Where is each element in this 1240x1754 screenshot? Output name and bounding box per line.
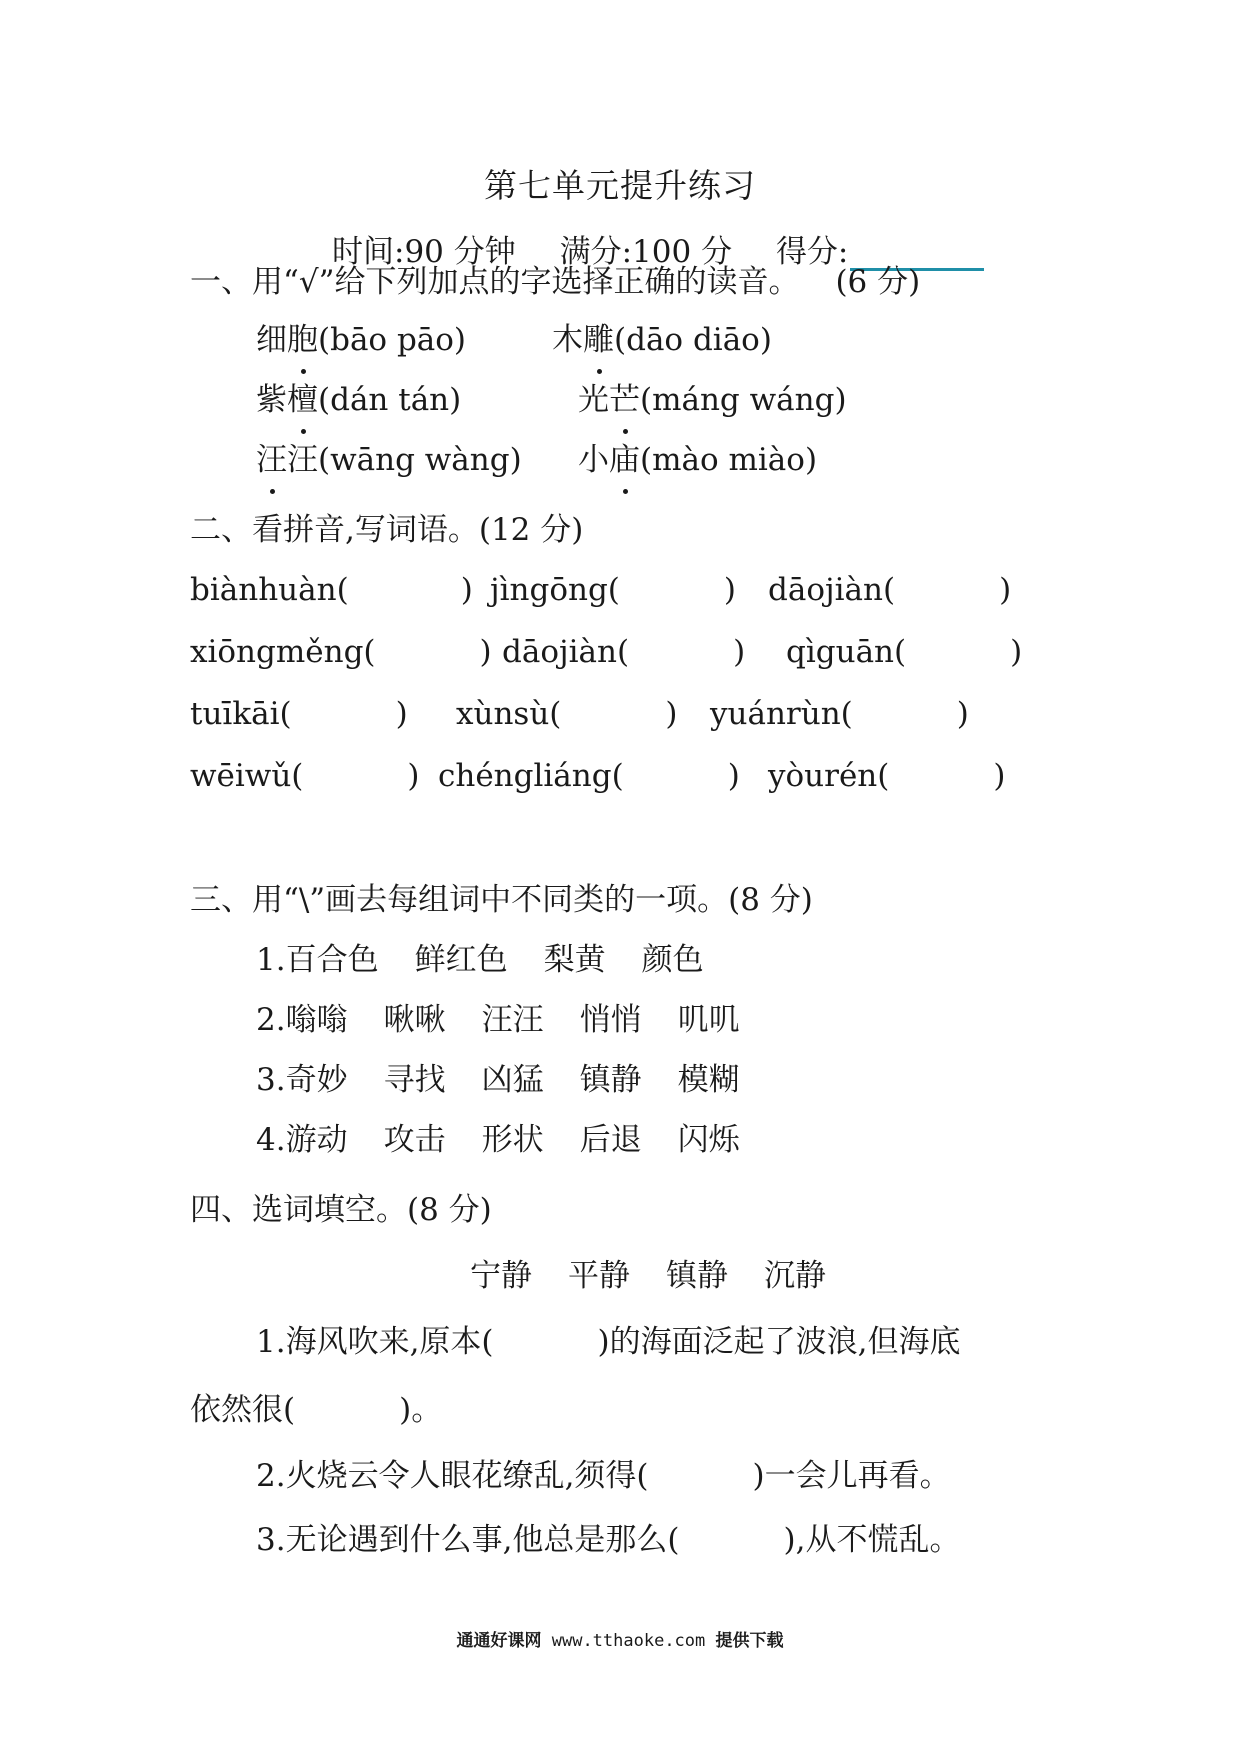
group-word[interactable]: 奇妙 [285,1062,348,1098]
item-char: 小 [578,442,609,478]
group-word[interactable]: 梨黄 [543,942,606,978]
section-3-heading: 三、用“\”画去每组词中不同类的一项。(8 分) [190,882,813,918]
word-prompt[interactable] [768,756,1005,796]
fill-question-1 [256,1322,960,1362]
pinyin-prompt: xiōngměng( [190,634,376,670]
close-paren: ) [1010,634,1023,670]
word-choices [470,1256,826,1296]
dotted-char: 庙 [609,442,640,478]
question-text: 3.无论遇到什么事,他总是那么( [256,1522,680,1558]
choice-word: 镇静 [666,1258,728,1294]
word-prompt[interactable] [190,570,473,610]
pinyin-prompt: chéngliáng( [438,758,624,794]
group-number: 3. [256,1062,286,1098]
fill-question-1-cont [190,1390,442,1430]
dotted-char: 胞 [287,322,318,358]
section-2-heading: 二、看拼音,写词语。(12 分) [190,512,584,548]
pinyin-prompt: wēiwǔ( [190,758,304,794]
word-prompt[interactable] [190,632,492,672]
word-prompt[interactable] [190,756,420,796]
pinyin-prompt: xùnsù( [456,696,562,732]
pinyin-prompt: yòurén( [768,758,890,794]
group-word[interactable]: 悄悄 [579,1002,642,1038]
question-text: )的海面泛起了波浪,但海底 [597,1324,961,1360]
close-paren: ) [665,696,678,732]
section-1-heading [190,262,920,302]
choice-word: 沉静 [764,1258,826,1294]
word-group-2 [256,1000,740,1040]
group-word[interactable]: 寻找 [383,1062,446,1098]
group-number: 2. [256,1002,286,1038]
word-group-1 [256,940,704,980]
group-word[interactable]: 游动 [285,1122,348,1158]
full-score: 满分:100 分 [559,234,733,270]
fill-question-2 [256,1456,951,1496]
dotted-char: 芒 [609,382,640,418]
word-prompt[interactable] [768,570,1011,610]
question-text: 2.火烧云令人眼花缭乱,须得( [256,1458,649,1494]
group-number: 1. [256,942,286,978]
group-word[interactable]: 攻击 [383,1122,446,1158]
item-char: 细 [256,322,287,358]
question-text: )。 [399,1392,443,1428]
pinyin-prompt: tuīkāi( [190,696,292,732]
close-paren: ) [733,634,746,670]
item-char: 紫 [256,382,287,418]
pinyin-item-1[interactable] [256,320,466,360]
group-word[interactable]: 嗡嗡 [285,1002,348,1038]
footer-tail: 提供下载 [715,1631,784,1651]
pinyin-prompt: biànhuàn( [190,572,349,608]
choice-word: 平静 [568,1258,630,1294]
pinyin-prompt: qìguān( [786,634,907,670]
item-char: 木 [552,322,583,358]
word-group-3 [256,1060,740,1100]
close-paren: ) [727,758,740,794]
close-paren: ) [956,696,969,732]
item-char: 光 [578,382,609,418]
word-prompt[interactable] [786,632,1022,672]
pinyin-prompt: dāojiàn( [502,634,630,670]
group-word[interactable]: 模糊 [677,1062,740,1098]
question-text: )一会儿再看。 [752,1458,951,1494]
question-text: 1.海风吹来,原本( [256,1324,494,1360]
pinyin-item-2[interactable] [552,320,772,360]
word-prompt[interactable] [502,632,745,672]
close-paren: ) [460,572,473,608]
group-word[interactable]: 闪烁 [677,1122,740,1158]
pinyin-prompt: yuánrùn( [710,696,853,732]
question-text: 依然很( [190,1392,296,1428]
group-number: 4. [256,1122,286,1158]
dotted-char: 雕 [583,322,614,358]
word-prompt[interactable] [190,694,408,734]
question-text: ),从不慌乱。 [783,1522,961,1558]
group-word[interactable]: 后退 [579,1122,642,1158]
section-1-points: (6 分) [835,264,921,300]
close-paren: ) [993,758,1006,794]
word-prompt[interactable] [710,694,969,734]
choice-word: 宁静 [470,1258,532,1294]
close-paren: ) [999,572,1012,608]
pinyin-item-6[interactable] [578,440,817,480]
score-label: 得分: [775,234,849,270]
section-4-heading: 四、选词填空。(8 分) [190,1192,492,1228]
group-word[interactable]: 叽叽 [677,1002,740,1038]
pinyin-options: (mào miào) [640,442,818,478]
pinyin-options: (dán tán) [318,382,462,418]
group-word[interactable]: 颜色 [641,942,704,978]
close-paren: ) [395,696,408,732]
pinyin-prompt: jìngōng( [490,572,620,608]
pinyin-options: (máng wáng) [640,382,847,418]
group-word[interactable]: 汪汪 [481,1002,544,1038]
pinyin-item-3[interactable] [256,380,461,420]
word-prompt[interactable] [490,570,736,610]
group-word[interactable]: 镇静 [579,1062,642,1098]
section-1-title: 一、用“√”给下列加点的字选择正确的读音。 [190,264,800,300]
footer-site-name: 通通好课网 [456,1631,542,1651]
pinyin-item-4[interactable] [578,380,847,420]
pinyin-prompt: dāojiàn( [768,572,896,608]
close-paren: ) [723,572,737,608]
item-char: 汪 [287,442,318,478]
close-paren: ) [479,634,492,670]
group-word[interactable]: 形状 [481,1122,544,1158]
group-word[interactable]: 鲜红色 [414,942,508,978]
word-prompt[interactable] [438,756,740,796]
group-word[interactable]: 百合色 [285,942,379,978]
pinyin-options: (dāo diāo) [614,322,772,358]
pinyin-options: (bāo pāo) [318,322,467,358]
time-limit: 时间:90 分钟 [332,234,516,270]
footer-url[interactable]: www.tthaoke.com [551,1631,706,1651]
page-footer [0,1626,1240,1651]
pinyin-item-5[interactable] [256,440,522,480]
group-word[interactable]: 啾啾 [383,1002,446,1038]
group-word[interactable]: 凶猛 [481,1062,544,1098]
word-prompt[interactable] [456,694,678,734]
dotted-char: 檀 [287,382,318,418]
dotted-char: 汪 [256,442,287,478]
pinyin-options: (wāng wàng) [318,442,522,478]
close-paren: ) [407,758,420,794]
page-title: 第七单元提升练习 [484,166,756,205]
fill-question-3 [256,1520,960,1560]
word-group-4 [256,1120,740,1160]
